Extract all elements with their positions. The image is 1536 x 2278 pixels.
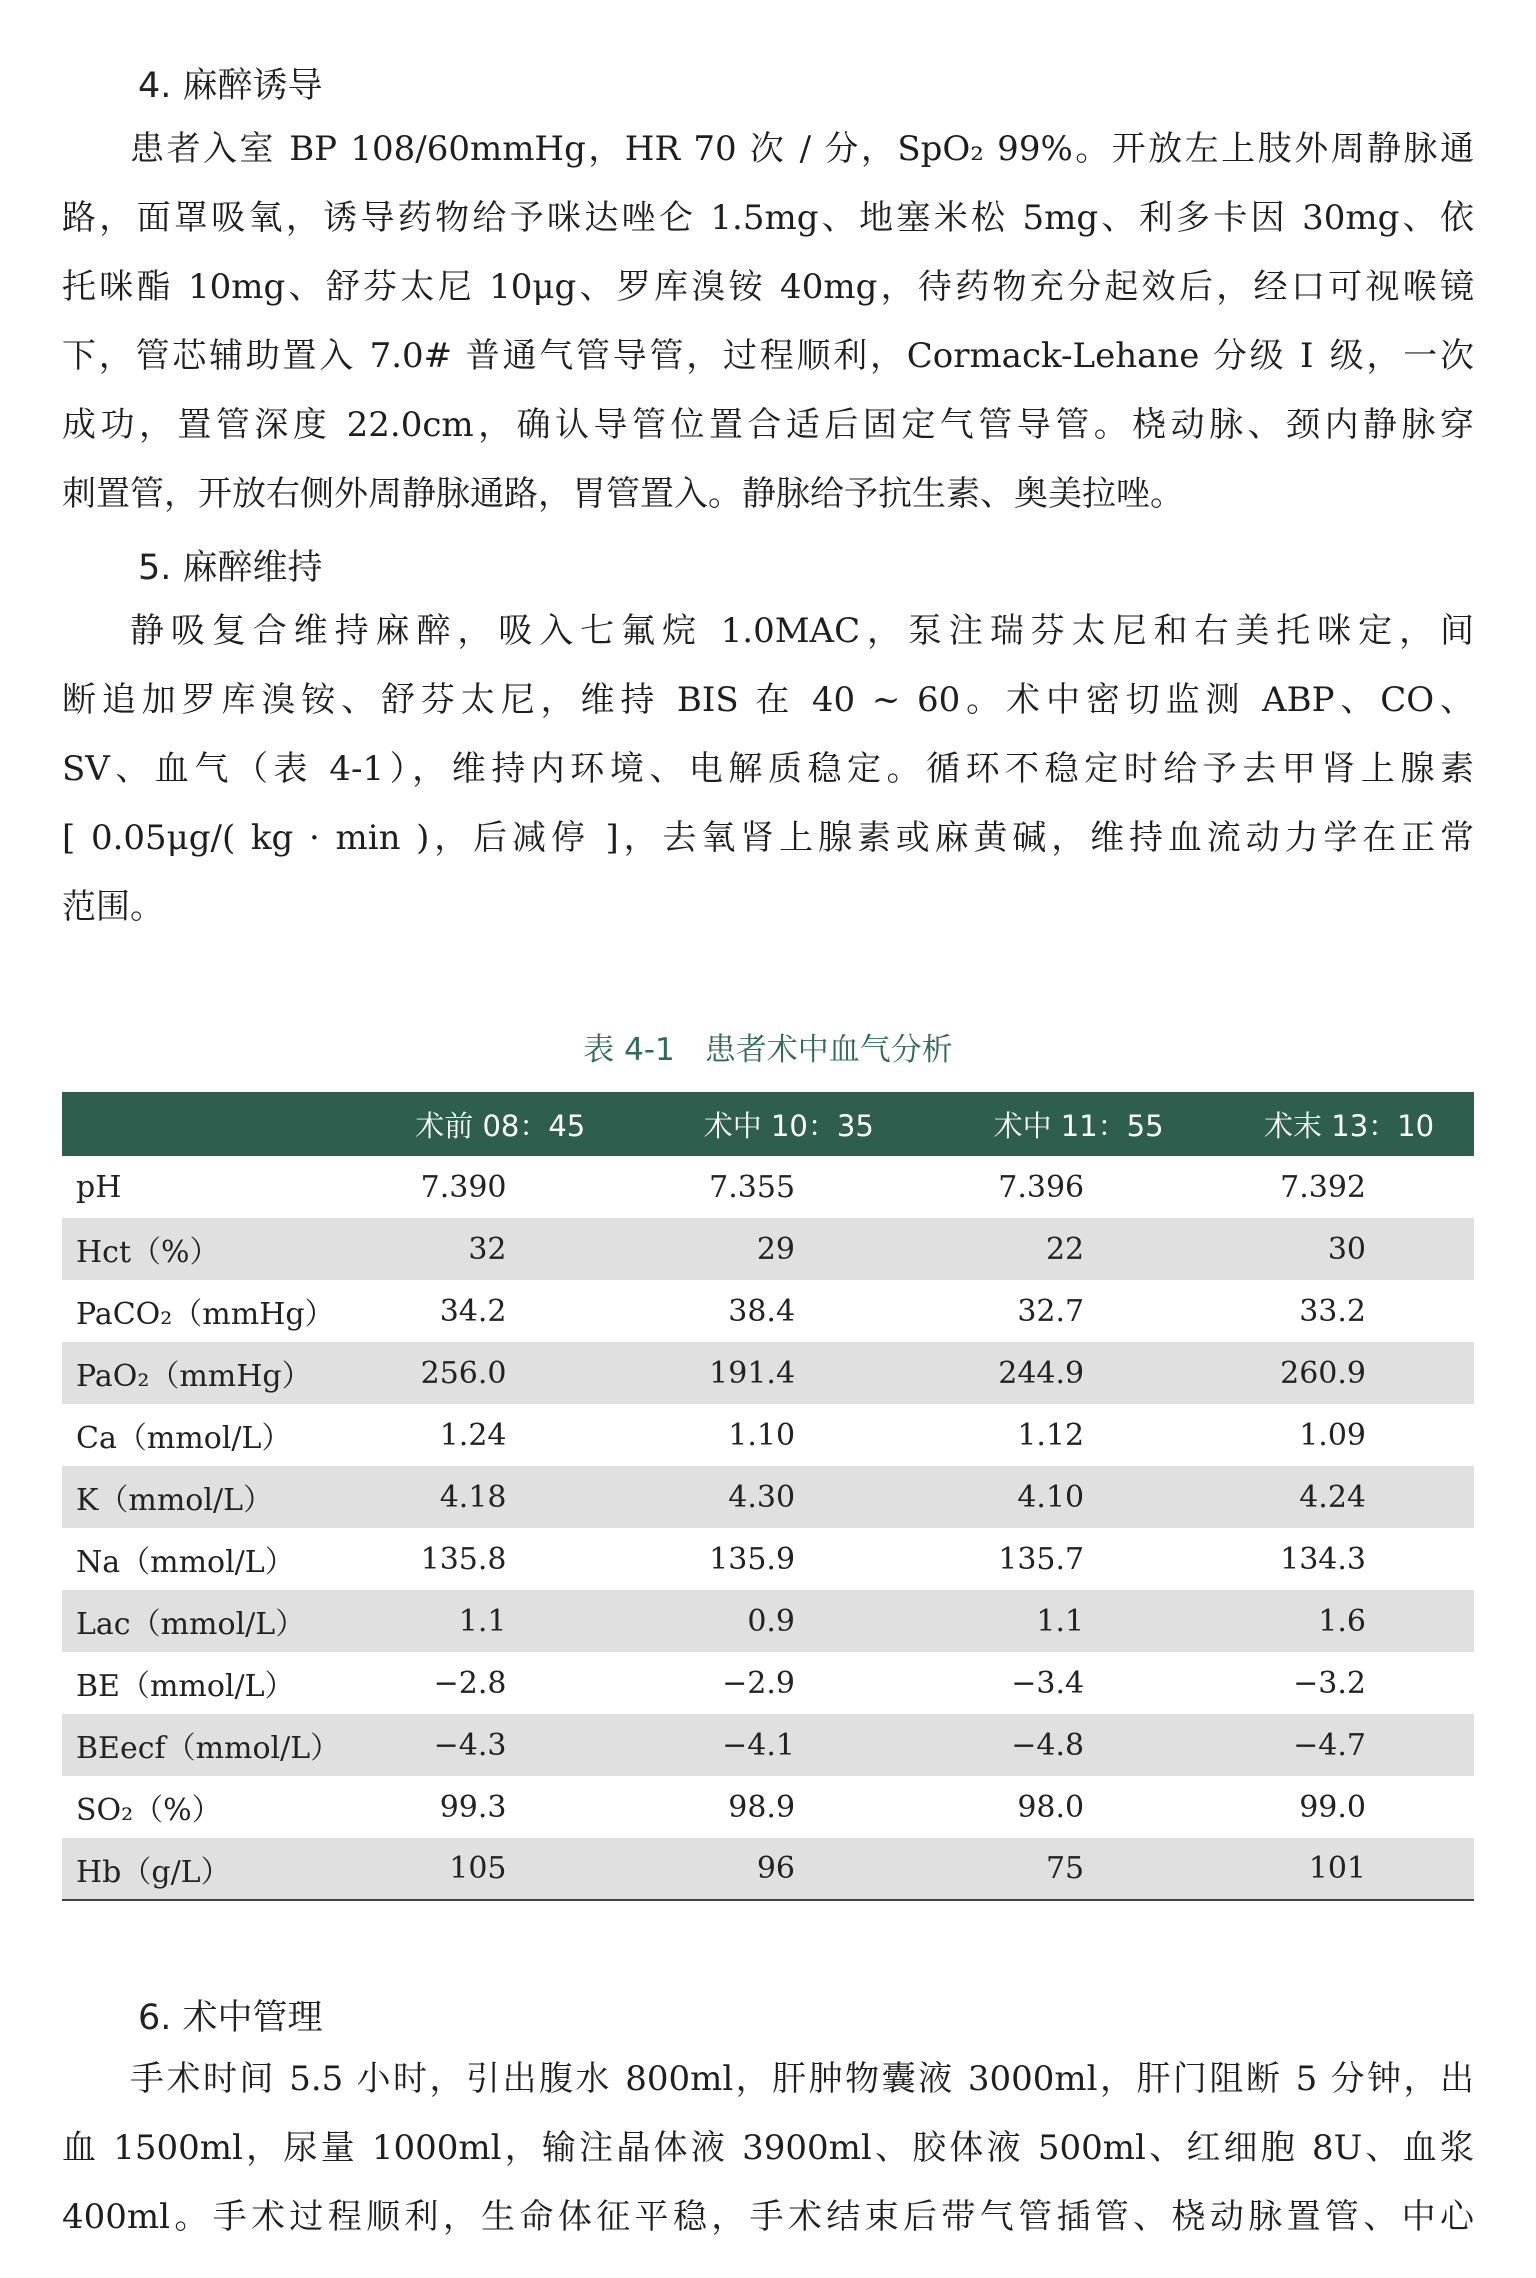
header-cell-preop: 术前 08：45 xyxy=(415,1108,586,1143)
table-cell: 135.9 xyxy=(709,1541,796,1577)
paragraph-line: 400ml。手术过程顺利，生命体征平稳，手术结束后带气管插管、桡动脉置管、中心 xyxy=(62,2197,1474,2237)
table-cell: −4.1 xyxy=(722,1727,796,1763)
blood-gas-table xyxy=(62,1092,1474,1901)
row-label: Na（mmol/L） xyxy=(76,1545,295,1580)
table-body xyxy=(62,1156,1474,1900)
table-caption-title: 患者术中血气分析 xyxy=(704,1032,953,1068)
table-caption xyxy=(0,1024,1536,1069)
table-caption-number: 表 4-1 xyxy=(583,1032,675,1068)
table-row xyxy=(62,1652,1474,1714)
row-label: Ca（mmol/L） xyxy=(76,1421,292,1456)
table-cell: −4.8 xyxy=(1011,1727,1085,1763)
paragraph-line: 托咪酯 10mg、舒芬太尼 10μg、罗库溴铵 40mg，待药物充分起效后，经口可视喉镜 xyxy=(62,267,1474,307)
table-cell: 99.0 xyxy=(1299,1789,1366,1825)
row-label: Lac（mmol/L） xyxy=(76,1607,306,1642)
table-cell: 7.392 xyxy=(1280,1169,1366,1205)
table-cell: 101 xyxy=(1308,1851,1366,1886)
row-label: PaCO₂（mmHg） xyxy=(76,1297,335,1332)
header-cell-intraop-2: 术中 11：55 xyxy=(993,1108,1164,1143)
table-cell: 98.9 xyxy=(728,1789,796,1825)
table-row xyxy=(62,1466,1474,1528)
paragraph-line: 路，面罩吸氧，诱导药物给予咪达唑仑 1.5mg、地塞米松 5mg、利多卡因 30mg、依 xyxy=(62,198,1474,238)
table-cell: −2.8 xyxy=(433,1665,507,1701)
paragraph-line: 成功，置管深度 22.0cm，确认导管位置合适后固定气管导管。桡动脉、颈内静脉穿 xyxy=(62,405,1474,445)
table-row xyxy=(62,1838,1474,1900)
table-cell: −3.2 xyxy=(1293,1665,1366,1701)
paragraph-line: 下，管芯辅助置入 7.0# 普通气管导管，过程顺利，Cormack-Lehane 分级 Ⅰ 级，一次 xyxy=(62,336,1474,376)
row-label: PaO₂（mmHg） xyxy=(76,1359,312,1394)
row-label: Hct（%） xyxy=(76,1235,220,1270)
table-cell: 7.390 xyxy=(420,1169,507,1205)
table-cell: 7.355 xyxy=(709,1169,796,1205)
header-cell-intraop-1: 术中 10：35 xyxy=(703,1108,874,1143)
section-heading-management: 6. 术中管理 xyxy=(138,1998,323,2038)
table-cell: 134.3 xyxy=(1280,1541,1366,1577)
table-cell: 260.9 xyxy=(1280,1355,1366,1391)
table-row xyxy=(62,1156,1474,1218)
table-cell: 30 xyxy=(1327,1231,1366,1267)
table-cell: 7.396 xyxy=(998,1169,1085,1205)
table-row xyxy=(62,1342,1474,1404)
table-cell: 32.7 xyxy=(1017,1293,1085,1329)
table-cell: 29 xyxy=(756,1231,796,1267)
table-cell: −2.9 xyxy=(722,1665,796,1701)
table-cell: 4.30 xyxy=(728,1479,796,1515)
table-cell: −4.3 xyxy=(433,1727,507,1763)
section-heading-induction: 4. 麻醉诱导 xyxy=(138,66,323,106)
paragraph-line: 手术时间 5.5 小时，引出腹水 800ml，肝肿物囊液 3000ml，肝门阻断 5 分钟，出 xyxy=(130,2059,1474,2099)
table-cell: 96 xyxy=(756,1851,796,1886)
table-cell: 244.9 xyxy=(998,1355,1085,1391)
header-cell-end: 术末 13：10 xyxy=(1264,1108,1435,1143)
table-row xyxy=(62,1714,1474,1776)
table-header xyxy=(62,1092,1474,1156)
table-cell: 1.6 xyxy=(1318,1603,1366,1639)
table-header-row xyxy=(62,1092,1474,1156)
table-cell: −4.7 xyxy=(1293,1727,1366,1763)
row-label: SO₂（%） xyxy=(76,1793,222,1828)
table-cell: 1.12 xyxy=(1017,1417,1085,1453)
paragraph-line: 刺置管，开放右侧外周静脉通路，胃管置入。静脉给予抗生素、奥美拉唑。 xyxy=(62,474,1184,514)
table-row xyxy=(62,1280,1474,1342)
table-cell: 1.24 xyxy=(439,1417,507,1453)
table-cell: −3.4 xyxy=(1011,1665,1085,1701)
table-cell: 33.2 xyxy=(1299,1293,1366,1329)
table-cell: 1.1 xyxy=(458,1603,507,1639)
table-cell: 1.10 xyxy=(728,1417,796,1453)
table-cell: 75 xyxy=(1045,1851,1085,1886)
table-cell: 34.2 xyxy=(439,1293,507,1329)
paragraph-line: 血 1500ml，尿量 1000ml，输注晶体液 3900ml、胶体液 500ml、红细胞 8U、血浆 xyxy=(62,2128,1474,2168)
table-cell: 4.24 xyxy=(1299,1479,1366,1515)
row-label: pH xyxy=(76,1169,122,1205)
table-cell: 4.18 xyxy=(439,1479,507,1515)
paragraph-line: 患者入室 BP 108/60mmHg，HR 70 次 / 分，SpO₂ 99%。开放左上肢外周静脉通 xyxy=(130,129,1474,169)
paragraph-management xyxy=(62,2045,1474,2252)
table-row xyxy=(62,1590,1474,1652)
table-row xyxy=(62,1404,1474,1466)
paragraph-induction xyxy=(62,115,1474,529)
row-label: Hb（g/L） xyxy=(76,1854,231,1890)
table-cell: 1.1 xyxy=(1036,1603,1085,1639)
paragraph-line: 断追加罗库溴铵、舒芬太尼，维持 BIS 在 40 ~ 60。术中密切监测 ABP、CO、 xyxy=(62,680,1474,720)
paragraph-line: 静吸复合维持麻醉，吸入七氟烷 1.0MAC，泵注瑞芬太尼和右美托咪定，间 xyxy=(130,611,1474,651)
table-cell: 22 xyxy=(1045,1231,1085,1267)
table-cell: 191.4 xyxy=(709,1355,796,1391)
table-cell: 98.0 xyxy=(1017,1789,1085,1825)
row-label: BEecf（mmol/L） xyxy=(76,1731,341,1766)
table-cell: 105 xyxy=(449,1851,507,1886)
row-label: K（mmol/L） xyxy=(76,1483,273,1518)
table-cell: 99.3 xyxy=(439,1789,507,1825)
table-cell: 135.7 xyxy=(998,1541,1085,1577)
table-cell: 0.9 xyxy=(747,1603,796,1639)
table-row xyxy=(62,1218,1474,1280)
paragraph-line: [ 0.05μg/( kg · min )，后减停 ]，去氧肾上腺素或麻黄碱，维持血流动力学在正常 xyxy=(62,818,1474,858)
table-cell: 135.8 xyxy=(420,1541,507,1577)
table-cell: 4.10 xyxy=(1017,1479,1085,1515)
table-row xyxy=(62,1528,1474,1590)
header-cell-blank xyxy=(62,1092,356,1156)
table-row xyxy=(62,1776,1474,1838)
row-label: BE（mmol/L） xyxy=(76,1669,295,1704)
paragraph-line: 范围。 xyxy=(62,887,164,927)
section-heading-maintenance: 5. 麻醉维持 xyxy=(138,548,323,588)
paragraph-maintenance xyxy=(62,597,1474,942)
table-cell: 256.0 xyxy=(420,1355,507,1391)
table-cell: 1.09 xyxy=(1299,1417,1366,1453)
paragraph-line: SV、血气（表 4-1），维持内环境、电解质稳定。循环不稳定时给予去甲肾上腺素 xyxy=(62,749,1474,789)
table-cell: 38.4 xyxy=(728,1293,796,1329)
table-cell: 32 xyxy=(468,1231,507,1267)
